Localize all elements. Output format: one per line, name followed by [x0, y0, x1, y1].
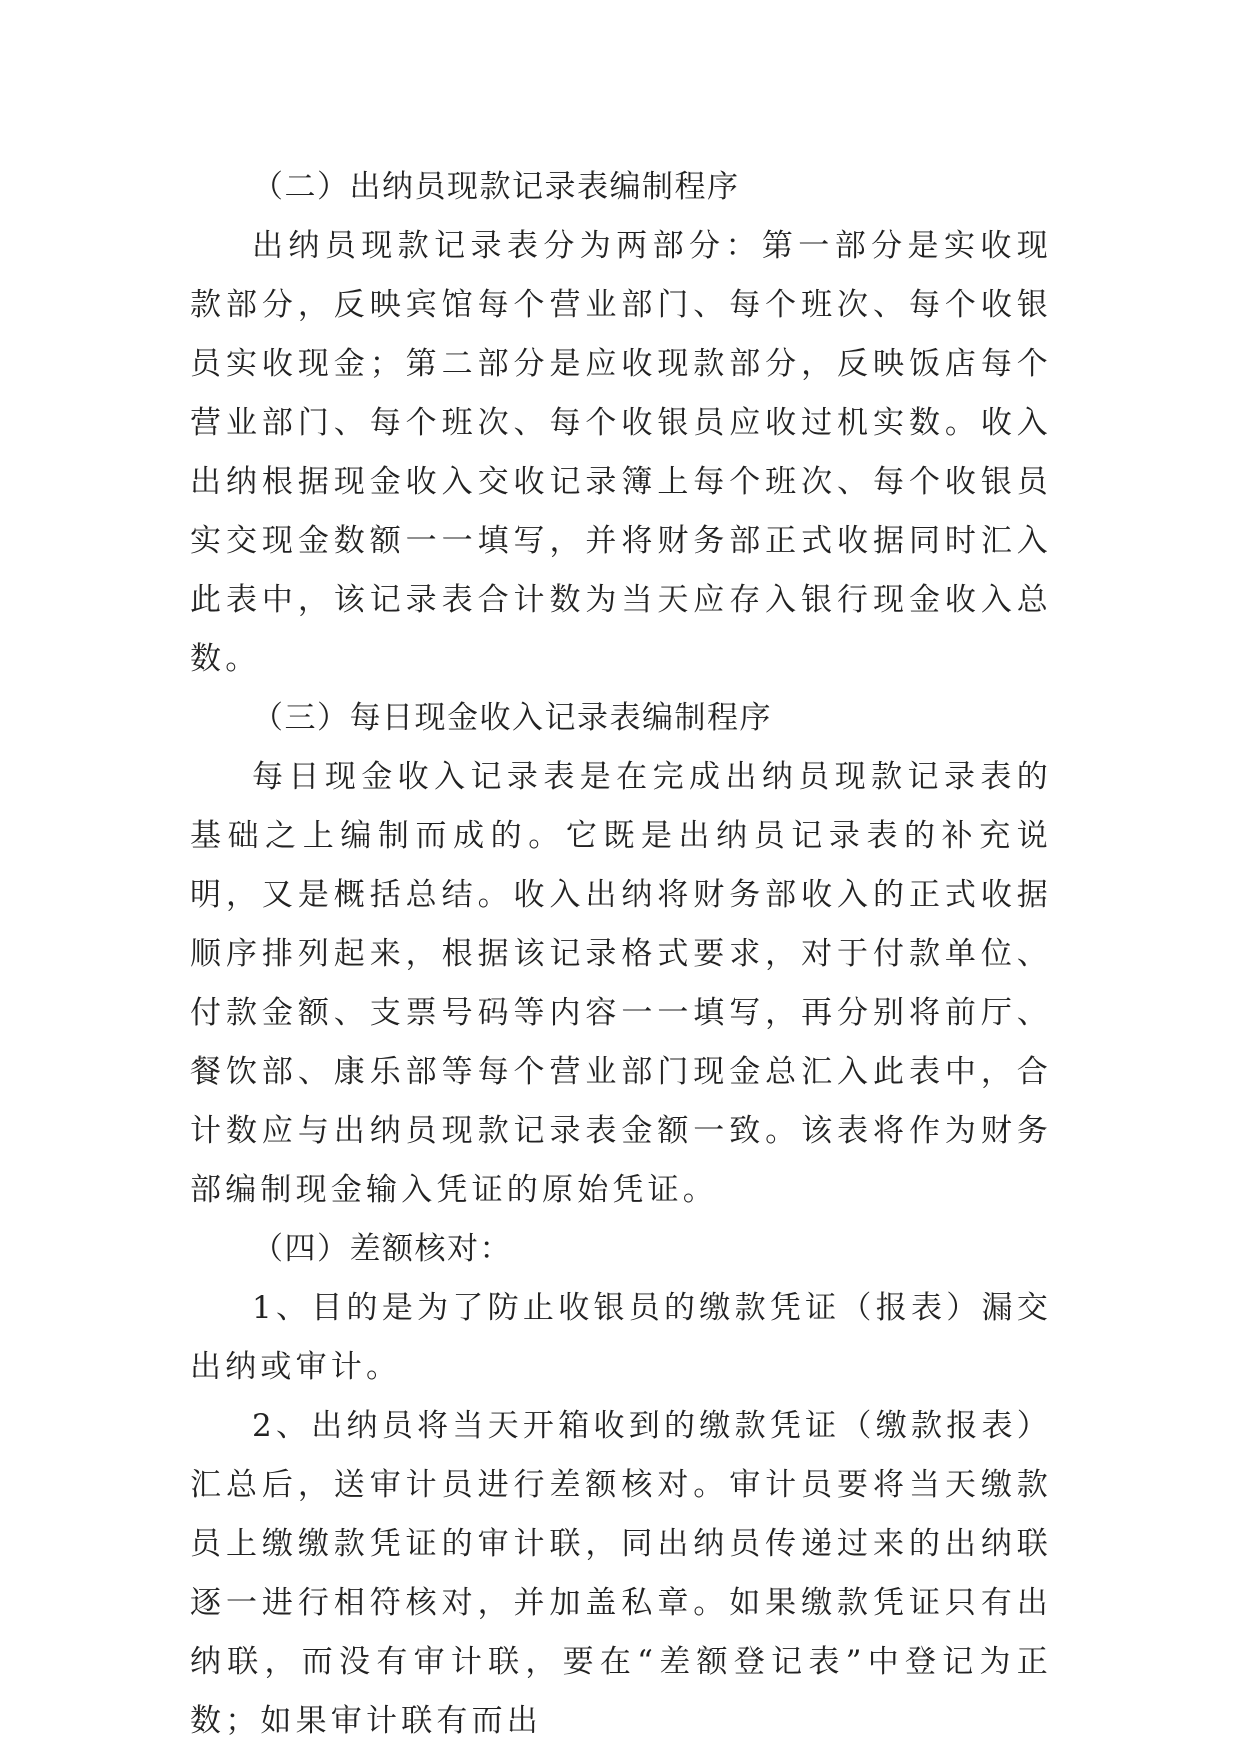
section-heading-4: （四）差额核对：	[252, 1231, 512, 1267]
section-paragraph-2: 出纳员现款记录表分为两部分：第一部分是实收现款部分，反映宾馆每个营业部门、每个班次、每个收银员实收现金；第二部分是应收现款部分，反映饭店每个营业部门、每个班次、每个收银员应收过机实数。收入出纳根据现金收入交收记录簿上每个班次、每个收银员实交现金数额一一填写，并将财务部正式收据同时汇入此表中，该记录表合计数为当天应存入银行现金收入总数。	[190, 228, 1052, 677]
section-heading-3: （三）每日现金收入记录表编制程序	[252, 700, 772, 736]
section-heading-2: （二）出纳员现款记录表编制程序	[252, 169, 740, 205]
list-item-1: 1、目的是为了防止收银员的缴款凭证（报表）漏交出纳或审计。	[190, 1290, 1052, 1385]
section-paragraph-3: 每日现金收入记录表是在完成出纳员现款记录表的基础之上编制而成的。它既是出纳员记录表的补充说明，又是概括总结。收入出纳将财务部收入的正式收据顺序排列起来，根据该记录格式要求，对于付款单位、付款金额、支票号码等内容一一填写，再分别将前厅、餐饮部、康乐部等每个营业部门现金总汇入此表中，合计数应与出纳员现款记录表金额一致。该表将作为财务部编制现金输入凭证的原始凭证。	[190, 759, 1052, 1208]
document-body	[190, 158, 1052, 1751]
list-item-2: 2、出纳员将当天开箱收到的缴款凭证（缴款报表）汇总后，送审计员进行差额核对。审计员要将当天缴款员上缴缴款凭证的审计联，同出纳员传递过来的出纳联逐一进行相符核对，并加盖私章。如果缴款凭证只有出纳联，而没有审计联，要在“差额登记表”中登记为正数；如果审计联有而出	[190, 1408, 1052, 1739]
